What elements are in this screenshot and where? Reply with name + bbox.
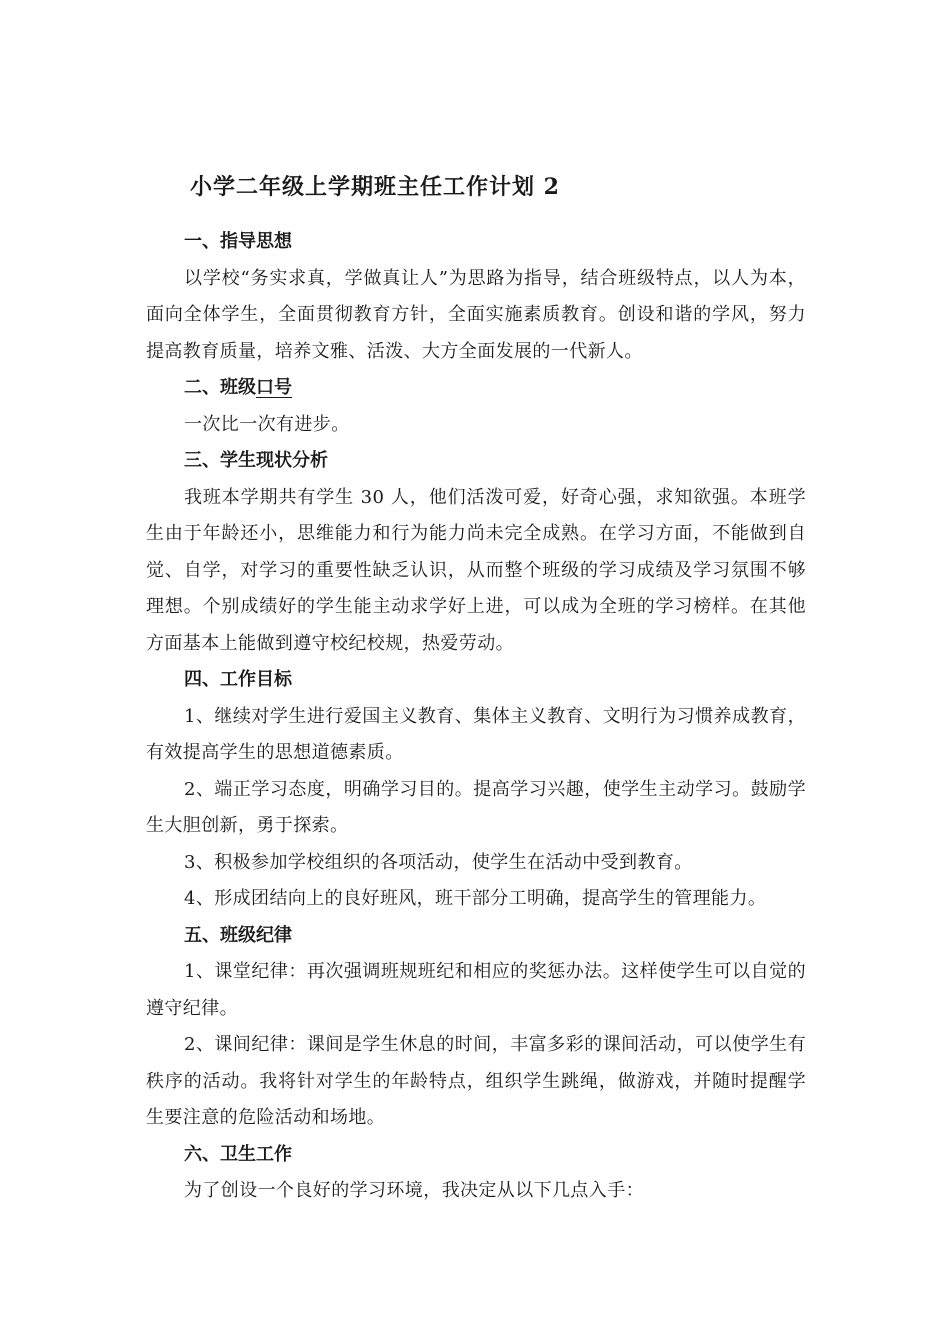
section-paragraph: 1、继续对学生进行爱国主义教育、集体主义教育、文明行为习惯养成教育，有效提高学生的思想道德素质。	[146, 705, 806, 763]
section-heading-hygiene-work: 六、卫生工作	[184, 1143, 292, 1165]
heading-underlined-text: 口号	[256, 377, 292, 398]
section-paragraph: 我班本学期共有学生 30 人，他们活泼可爱，好奇心强，求知欲强。本班学生由于年龄还小，思维能力和行为能力尚未完全成熟。在学习方面，不能做到自觉、自学，对学习的重要性缺乏认识，从而整个班级的学习成绩及学习氛围不够理想。个别成绩好的学生能主动求学好上进，可以成为全班的学习榜样。在其他方面基本上能做到遵守校纪校规，热爱劳动。	[146, 486, 806, 654]
section-paragraph: 为了创设一个良好的学习环境，我决定从以下几点入手：	[184, 1180, 644, 1201]
section-heading-guiding-thought: 一、指导思想	[184, 231, 292, 252]
section-paragraph: 3、积极参加学校组织的各项活动，使学生在活动中受到教育。	[184, 851, 693, 873]
heading-text: 二、班级	[184, 377, 256, 398]
section-heading-class-discipline: 五、班级纪律	[184, 924, 292, 946]
section-paragraph: 以学校“务实求真，学做真让人”为思路为指导，结合班级特点，以人为本，面向全体学生，全面贯彻教育方针，全面实施素质教育。创设和谐的学风，努力提高教育质量，培养文雅、活泼、大方全面发展的一代新人。	[146, 267, 806, 362]
section-paragraph: 1、课堂纪律：再次强调班规班纪和相应的奖惩办法。这样使学生可以自觉的遵守纪律。	[146, 961, 806, 1019]
section-heading-work-goals: 四、工作目标	[184, 669, 292, 690]
section-paragraph: 一次比一次有进步。	[184, 413, 350, 435]
section-heading-class-slogan	[146, 370, 806, 407]
section-heading-student-analysis: 三、学生现状分析	[184, 450, 328, 471]
section-paragraph: 2、课间纪律：课间是学生休息的时间，丰富多彩的课间活动，可以使学生有秩序的活动。我将针对学生的年龄特点，组织学生跳绳，做游戏，并随时提醒学生要注意的危险活动和场地。	[146, 1034, 806, 1128]
section-paragraph: 4、形成团结向上的良好班风，班干部分工明确，提高学生的管理能力。	[184, 888, 767, 909]
document-body	[146, 224, 806, 1210]
document-title: 小学二年级上学期班主任工作计划 2	[190, 174, 560, 200]
section-paragraph: 2、端正学习态度，明确学习目的。提高学习兴趣，使学生主动学习。鼓励学生大胆创新，勇于探索。	[146, 778, 806, 836]
